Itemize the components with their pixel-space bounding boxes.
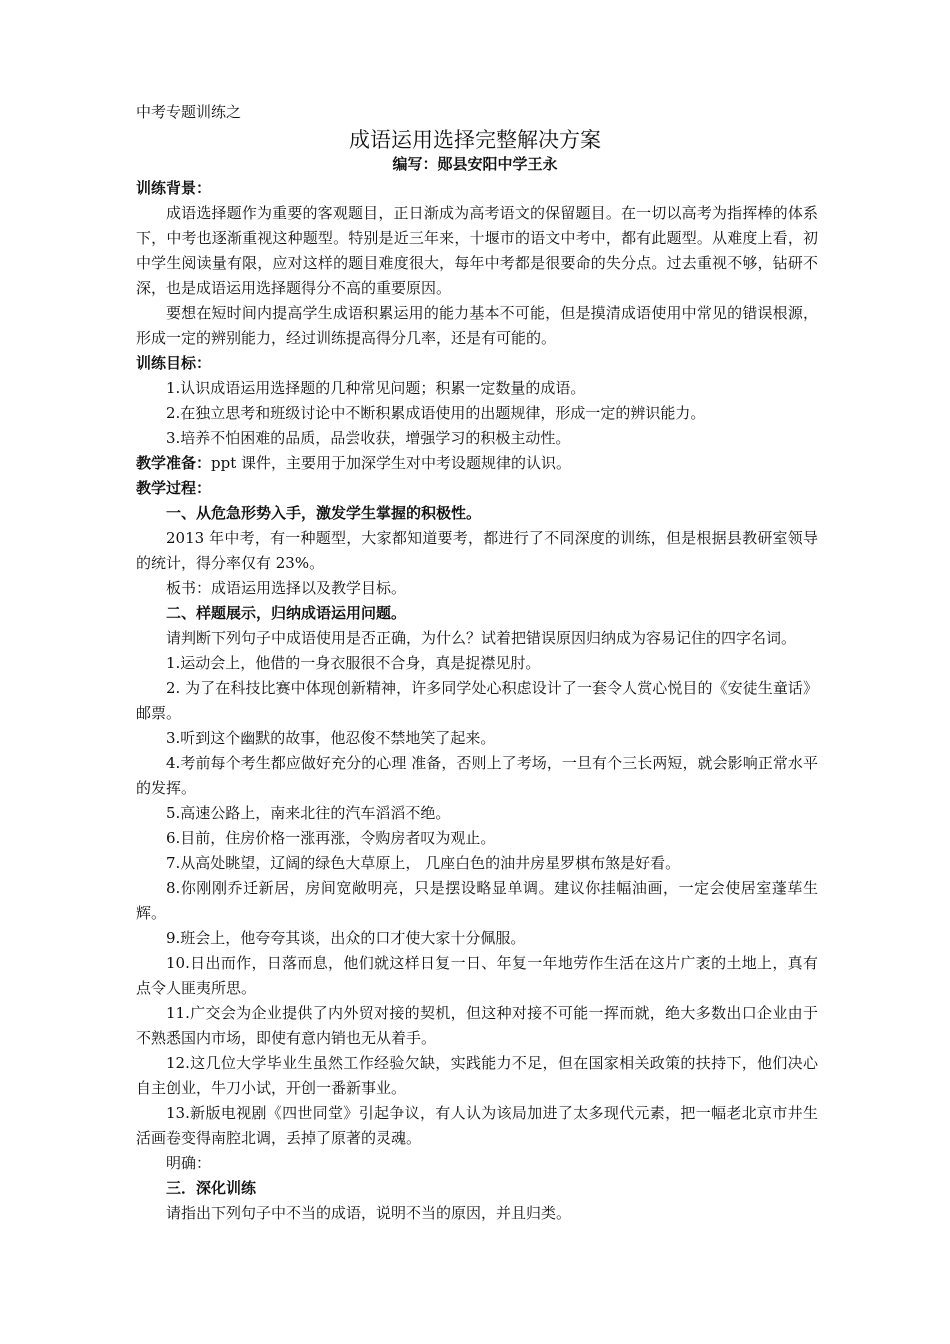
example-sentence: 5.高速公路上，南来北往的汽车滔滔不绝。 [166, 804, 451, 822]
process-paragraph: 2013 年中考，有一种题型，大家都知道要考，都进行了不同深度的训练，但是根据县教研室领导的统计，得分率仅有 23%。 [136, 529, 818, 572]
example-sentence: 7.从高处眺望，辽阔的绿色大草原上， 几座白色的油井房星罗棋布煞是好看。 [166, 854, 681, 872]
goal-item: 1.认识成语运用选择题的几种常见问题；积累一定数量的成语。 [166, 379, 586, 397]
example-sentence: 11.广交会为企业提供了内外贸对接的契机，但这种对接不可能一挥而就，绝大多数出口企业由于不熟悉国内市场，即使有意内销也无从着手。 [136, 1004, 818, 1047]
background-paragraph-2: 要想在短时间内提高学生成语积累运用的能力基本不可能，但是摸清成语使用中常见的错误根源，形成一定的辨别能力，经过训练提高得分几率，还是有可能的。 [136, 304, 818, 347]
example-sentence: 1.运动会上，他借的一身衣服很不合身，真是捉襟见肘。 [166, 654, 541, 672]
goal-item: 2.在独立思考和班级讨论中不断积累成语使用的出题规律，形成一定的辨识能力。 [166, 404, 706, 422]
example-sentence: 12.这几位大学毕业生虽然工作经验欠缺，实践能力不足，但在国家相关政策的扶持下，他们决心自主创业，牛刀小试，开创一番新事业。 [136, 1054, 818, 1097]
process-paragraph: 板书：成语运用选择以及教学目标。 [166, 579, 407, 597]
prep-label: 教学准备： [136, 454, 212, 472]
subsection-title-2: 二、样题展示，归纳成语运用问题。 [166, 604, 407, 622]
prep-line [136, 451, 818, 476]
background-paragraph-1: 成语选择题作为重要的客观题目，正日渐成为高考语文的保留题目。在一切以高考为指挥棒的体系下，中考也逐渐重视这种题型。特别是近三年来，十堰市的语文中考中，都有此题型。从难度上看，初中学生阅读量有限，应对这样的题目难度很大，每年中考都是很要命的失分点。过去重视不够，钻研不深，也是成语运用选择题得分不高的重要原因。 [136, 204, 818, 297]
process-paragraph: 请判断下列句子中成语使用是否正确，为什么？试着把错误原因归纳成为容易记住的四字名词。 [166, 629, 797, 647]
process-paragraph: 请指出下列句子中不当的成语，说明不当的原因，并且归类。 [166, 1204, 572, 1222]
example-sentence: 13.新版电视剧《四世同堂》引起争议，有人认为该局加进了太多现代元素，把一幅老北京市井生活画卷变得南腔北调，丢掉了原著的灵魂。 [136, 1104, 818, 1147]
example-sentence: 2. 为了在科技比赛中体现创新精神，许多同学处心积虑设计了一套令人赏心悦目的《安徒生童话》邮票。 [136, 679, 818, 722]
prep-text: ppt 课件，主要用于加深学生对中考设题规律的认识。 [211, 454, 572, 472]
clarify-label: 明确： [166, 1154, 212, 1172]
document-title: 成语运用选择完整解决方案 [349, 128, 601, 152]
example-sentence: 3.听到这个幽默的故事，他忍俊不禁地笑了起来。 [166, 729, 496, 747]
document-body [136, 176, 818, 1226]
pre-title: 中考专题训练之 [136, 103, 242, 121]
subsection-title-3: 三．深化训练 [166, 1179, 257, 1197]
example-sentence: 10.日出而作，日落而息，他们就这样日复一日、年复一年地劳作生活在这片广袤的土地上，真有点令人匪夷所思。 [136, 954, 818, 997]
section-heading-goals: 训练目标： [136, 354, 212, 372]
subsection-title-1: 一、从危急形势入手，激发学生掌握的积极性。 [166, 504, 482, 522]
example-sentence: 6.目前，住房价格一涨再涨，令购房者叹为观止。 [166, 829, 496, 847]
goal-item: 3.培养不怕困难的品质，品尝收获，增强学习的积极主动性。 [166, 429, 571, 447]
example-sentence: 8.你刚刚乔迁新居，房间宽敞明亮，只是摆设略显单调。建议你挂幅油画，一定会使居室蓬荜生辉。 [136, 879, 818, 922]
section-heading-process: 教学过程： [136, 479, 212, 497]
example-sentence: 9.班会上，他夸夸其谈，出众的口才使大家十分佩服。 [166, 929, 526, 947]
author-line: 编写：郧县安阳中学王永 [392, 155, 558, 173]
section-heading-background: 训练背景： [136, 179, 212, 197]
example-sentence: 4.考前每个考生都应做好充分的心理 准备，否则上了考场，一旦有个三长两短，就会影响正常水平的发挥。 [136, 754, 818, 797]
